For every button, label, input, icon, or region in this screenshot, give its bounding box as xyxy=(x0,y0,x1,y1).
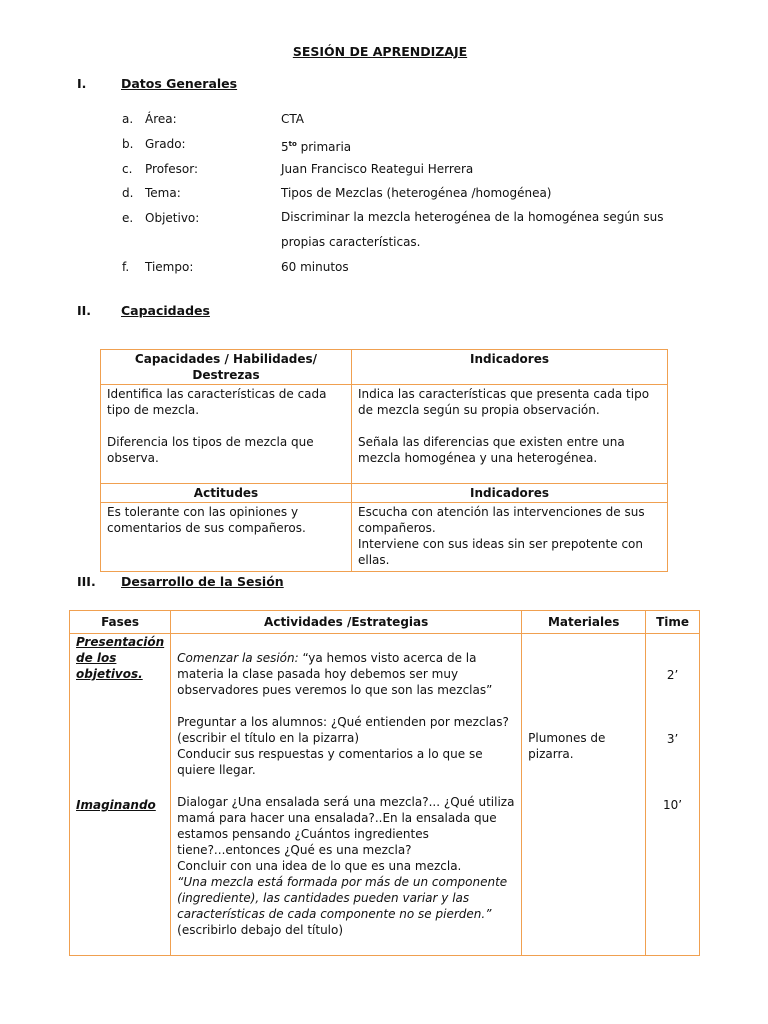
capacidades-table xyxy=(100,349,668,572)
item-label: Objetivo: xyxy=(145,211,200,225)
fase-presentacion: Presentación de los objetivos. xyxy=(76,635,165,681)
list-item xyxy=(0,210,768,249)
item-label: Profesor: xyxy=(145,162,199,176)
actividad-1-intro: Comenzar la sesión: xyxy=(177,651,299,665)
grado-number: 5 xyxy=(281,140,289,154)
list-item xyxy=(0,186,768,206)
item-letter: f. xyxy=(122,260,130,274)
section-2-title: Capacidades xyxy=(121,303,210,318)
indicador-2: Señala las diferencias que existen entre una mezcla homogénea y una heterogénea. xyxy=(358,435,625,465)
indicadores-cell xyxy=(352,385,668,484)
item-label: Tiempo: xyxy=(145,260,194,274)
actividad-1-text: “ya hemos visto acerca de la materia la clase pasada hoy debemos ser muy observadores pues veremos lo que son las mezclas” xyxy=(177,651,493,697)
item-value: Juan Francisco Reategui Herrera xyxy=(281,162,474,176)
item-label: Área: xyxy=(145,112,177,126)
list-item xyxy=(0,260,768,280)
section-1-title: Datos Generales xyxy=(121,76,238,91)
header-actitudes: Actitudes xyxy=(101,484,352,503)
item-value xyxy=(281,137,701,154)
header-materiales: Materiales xyxy=(522,611,646,634)
actitud-indicador-1: Escucha con atención las intervenciones de sus compañeros. xyxy=(358,505,645,535)
fases-cell xyxy=(70,634,171,956)
section-3-title: Desarrollo de la Sesión xyxy=(121,574,284,589)
item-label: Grado: xyxy=(145,137,186,151)
list-item xyxy=(0,162,768,182)
header-fases: Fases xyxy=(70,611,171,634)
actividad-5: Concluir con una idea de lo que es una mezcla. xyxy=(177,859,462,873)
actitudes-cell xyxy=(101,503,352,572)
header-time: Time xyxy=(646,611,700,634)
header-indicadores: Indicadores xyxy=(352,350,668,385)
capacidad-2: Diferencia los tipos de mezcla que observa. xyxy=(107,435,314,465)
item-letter: b. xyxy=(122,137,134,151)
actividad-1 xyxy=(177,650,515,698)
materiales-cell xyxy=(522,634,646,956)
time-1: 2’ xyxy=(666,668,679,682)
header-indicadores-2: Indicadores xyxy=(352,484,668,503)
list-item xyxy=(0,112,768,132)
list-item xyxy=(0,137,768,157)
time-cell xyxy=(646,634,700,956)
section-2-number: II. xyxy=(77,303,92,318)
table-row xyxy=(101,385,668,484)
table-header-row xyxy=(101,484,668,503)
indicador-1: Indica las características que presenta cada tipo de mezcla según su propia observación. xyxy=(358,387,650,417)
actitud-indicador-2: Interviene con sus ideas sin ser prepotente con ellas. xyxy=(358,537,643,567)
actitud-1: Es tolerante con las opiniones y comentarios de sus compañeros. xyxy=(107,505,306,535)
sesion-table xyxy=(69,610,700,956)
item-value: CTA xyxy=(281,112,304,126)
grado-rest: primaria xyxy=(296,140,352,154)
materiales-text: Plumones de pizarra. xyxy=(528,731,606,761)
item-letter: e. xyxy=(122,211,134,225)
time-3: 10’ xyxy=(663,798,683,812)
item-letter: d. xyxy=(122,186,134,200)
section-3-number: III. xyxy=(77,574,96,589)
fase-imaginando: Imaginando xyxy=(76,798,156,812)
actividad-2: Preguntar a los alumnos: ¿Qué entienden por mezclas? (escribir el título en la pizarra) xyxy=(177,715,509,745)
item-value: 60 minutos xyxy=(281,260,349,274)
grado-superscript: to xyxy=(288,140,297,148)
actividad-4: Dialogar ¿Una ensalada será una mezcla?... ¿Qué utiliza mamá para hacer una ensalada?..En la ensalada que estamos pensando ¿Cuántos ingredientes tiene?...entonces ¿Qué es una mezcla? xyxy=(177,795,515,857)
item-label: Tema: xyxy=(145,186,181,200)
capacidades-cell xyxy=(101,385,352,484)
time-2: 3’ xyxy=(666,732,679,746)
section-1-number: I. xyxy=(77,76,87,91)
table-row xyxy=(70,634,700,956)
header-actividades: Actividades /Estrategias xyxy=(171,611,522,634)
header-capacidades: Capacidades / Habilidades/ Destrezas xyxy=(101,350,352,385)
table-row xyxy=(101,503,668,572)
item-value: Discriminar la mezcla heterogénea de la homogénea según sus propias características. xyxy=(281,210,664,249)
actividades-cell xyxy=(171,634,522,956)
page-title: SESIÓN DE APRENDIZAJE xyxy=(292,44,468,59)
table-header-row xyxy=(70,611,700,634)
table-header-row xyxy=(101,350,668,385)
actividad-3: Conducir sus respuestas y comentarios a lo que se quiere llegar. xyxy=(177,747,483,777)
actitud-indicadores-cell xyxy=(352,503,668,572)
actividad-6: “Una mezcla está formada por más de un componente (ingrediente), las cantidades pueden variar y las características de cada componente no se pierden.” xyxy=(177,875,508,921)
item-letter: c. xyxy=(122,162,133,176)
capacidad-1: Identifica las características de cada tipo de mezcla. xyxy=(107,387,327,417)
actividad-7: (escribirlo debajo del título) xyxy=(177,923,344,937)
item-letter: a. xyxy=(122,112,134,126)
item-value: Tipos de Mezclas (heterogénea /homogénea) xyxy=(281,186,552,200)
